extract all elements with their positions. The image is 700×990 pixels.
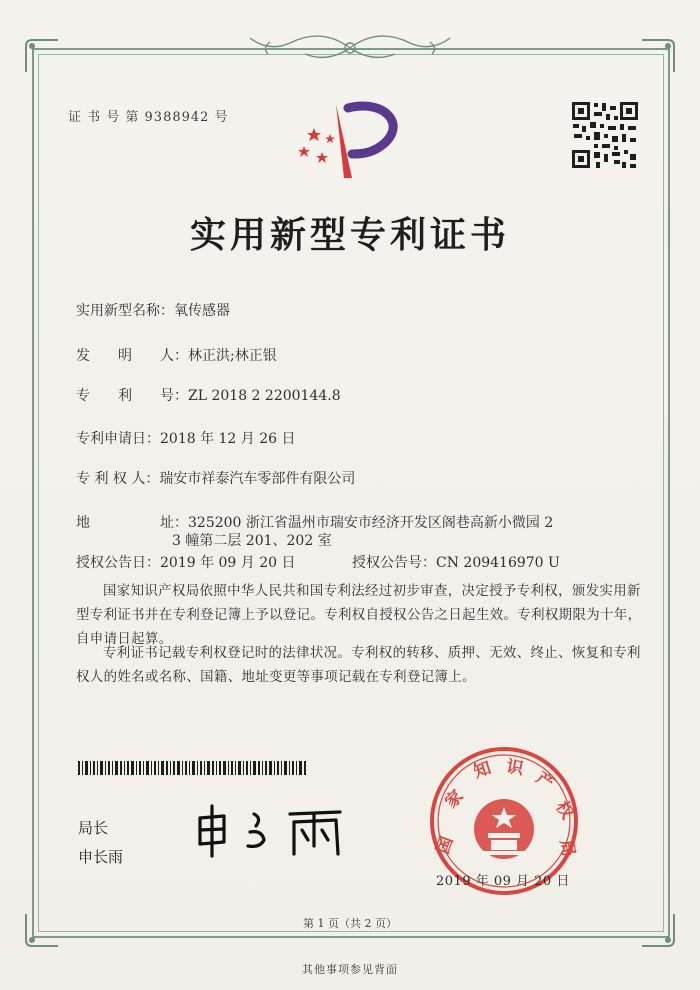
corner-ornament-icon xyxy=(638,36,678,76)
field-value: 2018 年 12 月 26 日 xyxy=(160,431,296,447)
field-utility-model-name xyxy=(76,300,230,320)
field-patent-number xyxy=(76,385,341,405)
field-value: 3 幢第二层 201、202 室 xyxy=(172,533,332,549)
field-value: 325200 浙江省温州市瑞安市经济开发区阁巷高新小微园 2 xyxy=(188,515,554,531)
field-application-date xyxy=(76,428,296,448)
director-title: 局长 xyxy=(78,819,109,837)
field-value: 2019 年 09 月 20 日 xyxy=(160,555,296,571)
field-label: 实用新型名称： xyxy=(76,303,174,319)
legal-status-statement: 专利证书记载专利权登记时的法律状况。专利权的转移、质押、无效、终止、恢复和专利权人的姓名或名称、国籍、地址变更等事项记载在专利登记簿上。 xyxy=(76,646,641,685)
grant-statement: 国家知识产权局依照中华人民共和国专利法经过初步审查，决定授予专利权，颁发实用新型专利证书并在专利登记簿上予以登记。专利权自授权公告之日起生效。专利权期限为十年，自申请日起算。 xyxy=(76,584,642,647)
svg-text:家: 家 xyxy=(441,786,468,813)
field-label: 授权公告日： xyxy=(76,555,160,571)
certificate-number: 证 书 号 第 9388942 号 xyxy=(68,110,229,125)
field-value: 氧传感器 xyxy=(174,303,230,319)
field-label: 专利申请日： xyxy=(76,431,160,447)
field-value: ZL 2018 2 2200144.8 xyxy=(188,388,341,404)
footer-note: 其他事项参见背面 xyxy=(302,963,398,976)
field-label: 专 利 号： xyxy=(76,388,188,404)
field-label: 地 址： xyxy=(76,515,188,531)
field-label: 专 利 权 人： xyxy=(76,471,160,487)
svg-text:局: 局 xyxy=(555,838,579,859)
field-patentee xyxy=(76,468,355,488)
cnipa-logo-icon xyxy=(292,98,410,184)
director-name: 申长雨 xyxy=(78,848,124,866)
svg-text:产: 产 xyxy=(532,767,558,794)
seal-date: 2019 年 09 月 20 日 xyxy=(436,874,570,889)
svg-text:权: 权 xyxy=(551,797,578,823)
field-value: 瑞安市祥泰汽车零部件有限公司 xyxy=(159,471,356,487)
barcode-icon xyxy=(78,761,306,775)
page-number: 第 1 页（共 2 页） xyxy=(303,917,397,930)
top-ornament-icon xyxy=(230,28,470,68)
field-value: CN 209416970 U xyxy=(436,555,560,571)
qr-code-icon xyxy=(570,100,640,170)
field-label: 授权公告号： xyxy=(352,555,436,571)
field-label: 发 明 人： xyxy=(76,348,188,364)
svg-text:知: 知 xyxy=(471,758,494,783)
field-value: 林正洪;林正银 xyxy=(188,348,277,364)
field-grant-date xyxy=(76,552,296,572)
svg-text:国: 国 xyxy=(432,833,458,857)
field-address xyxy=(76,512,553,532)
field-address-line2 xyxy=(172,530,332,550)
corner-ornament-icon xyxy=(22,36,62,76)
field-grant-number xyxy=(352,552,560,572)
field-inventor xyxy=(76,345,277,365)
certificate-title: 实用新型专利证书 xyxy=(189,215,510,256)
svg-text:识: 识 xyxy=(504,756,525,780)
signature-icon xyxy=(190,800,360,860)
